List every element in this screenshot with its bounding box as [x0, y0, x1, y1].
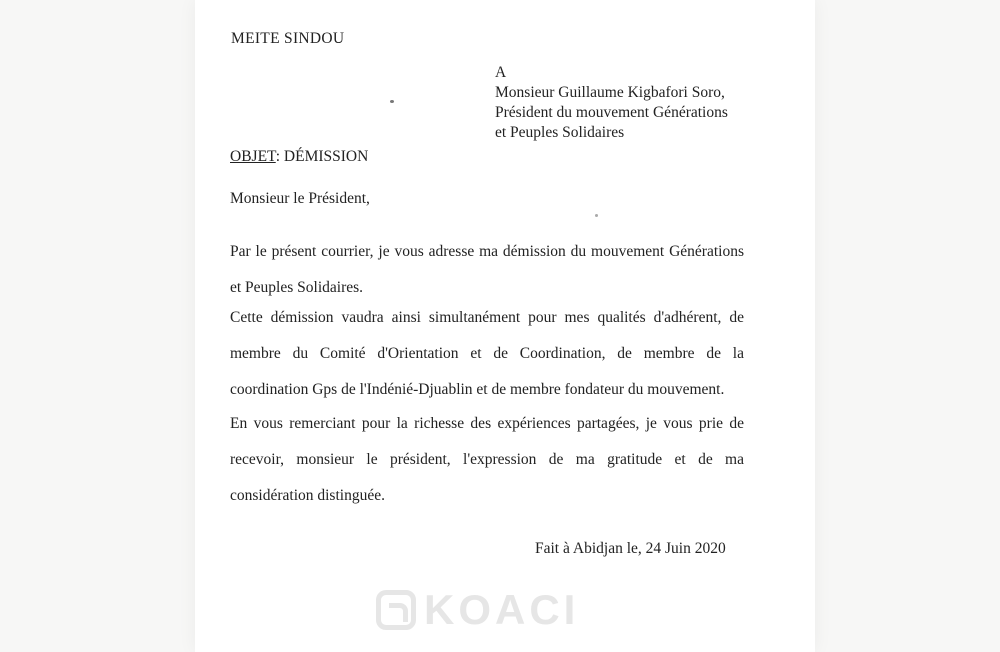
ink-speck	[595, 214, 598, 217]
recipient-block	[495, 63, 795, 143]
salutation: Monsieur le Président,	[230, 190, 370, 207]
watermark-brand: KOACI	[424, 586, 580, 633]
body-paragraph-2: Cette démission vaudra ainsi simultanément pour mes qualités d'adhérent, de membre du Comité d'Orientation et de Coordination, de membre de la coordination Gps de l'Indénié-Djuablin et de membre fondateur du mouvement.	[230, 309, 744, 398]
recipient-line-3: et Peuples Solidaires	[495, 124, 625, 141]
recipient-line-2: Président du mouvement Générations	[495, 104, 728, 121]
ink-speck	[390, 100, 394, 103]
subject-value: : DÉMISSION	[275, 148, 369, 165]
background-ghost-text	[0, 268, 6, 291]
body-paragraph-3: En vous remerciant pour la richesse des expériences partagées, je vous prie de recevoir, monsieur le président, l'expression de ma gratitude et de ma considération distinguée.	[230, 415, 744, 504]
koaci-watermark	[376, 586, 579, 634]
recipient-line-1: Monsieur Guillaume Kigbafori Soro,	[495, 84, 725, 101]
signoff-place-date: Fait à Abidjan le, 24 Juin 2020	[535, 540, 726, 557]
subject-label: OBJET	[230, 148, 276, 165]
body-paragraph-1: Par le présent courrier, je vous adresse ma démission du mouvement Générations et Peuples Solidaires.	[230, 243, 744, 296]
recipient-prefix: A	[495, 64, 507, 81]
sender-name: MEITE SINDOU	[231, 30, 345, 47]
subject-line	[230, 149, 368, 165]
koaci-logo-icon	[376, 590, 416, 630]
